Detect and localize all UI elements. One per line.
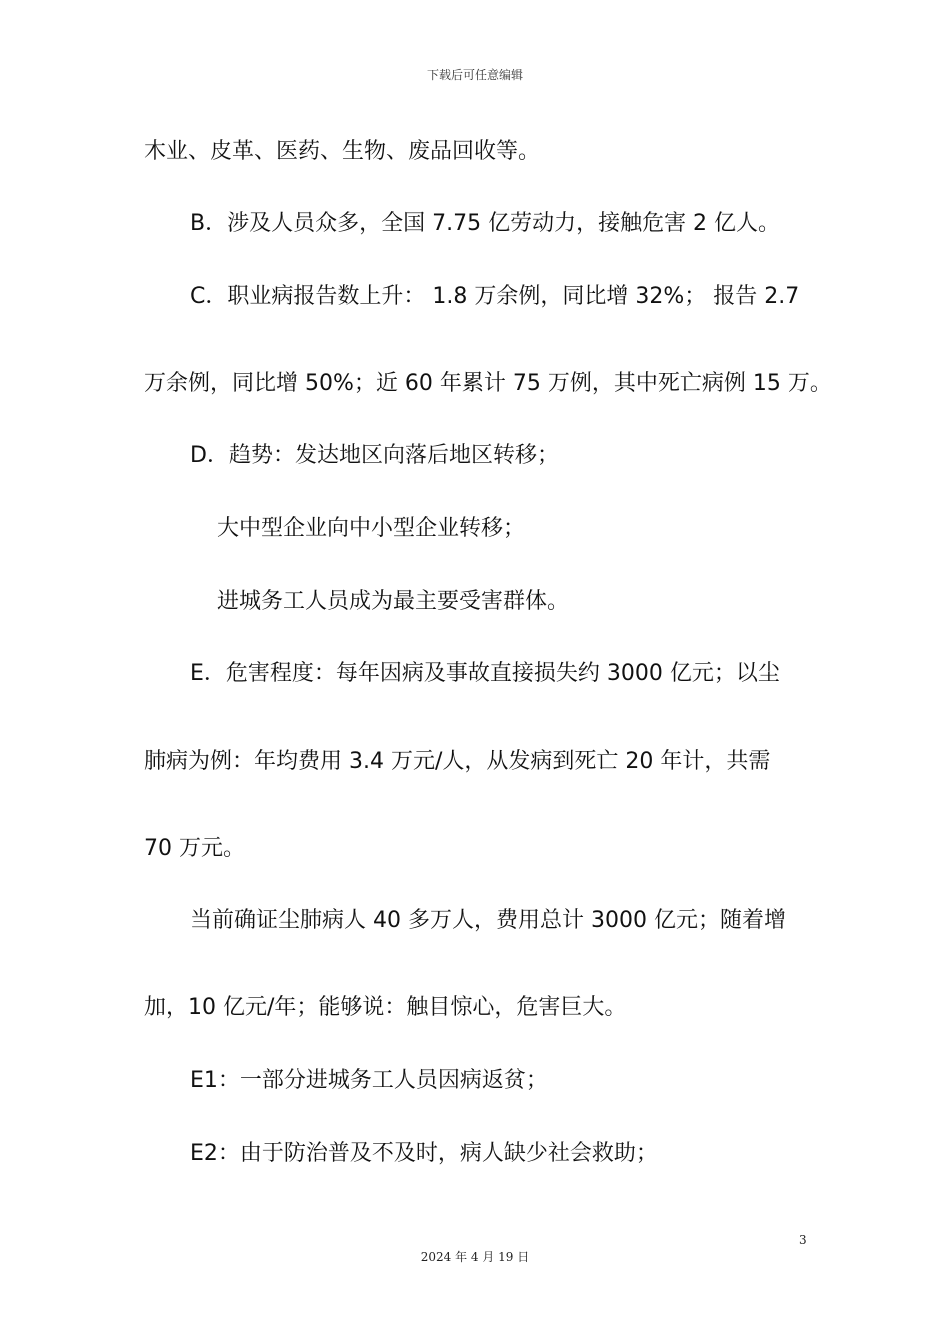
page-number: 3 xyxy=(799,1233,807,1247)
body-line-11: 当前确证尘肺病人 40 多万人，费用总计 3000 亿元；随着增 xyxy=(190,908,786,933)
body-line-4: 万余例，同比增 50%；近 60 年累计 75 万例，其中死亡病例 15 万。 xyxy=(144,371,832,396)
body-line-14: E2：由于防治普及不及时，病人缺少社会救助； xyxy=(190,1141,658,1166)
body-line-12: 加，10 亿元/年；能够说：触目惊心，危害巨大。 xyxy=(144,995,627,1020)
body-line-2: B．涉及人员众多，全国 7.75 亿劳动力，接触危害 2 亿人。 xyxy=(190,211,781,236)
body-line-6: 大中型企业向中小型企业转移； xyxy=(217,516,526,541)
body-line-8: E．危害程度：每年因病及事故直接损失约 3000 亿元；以尘 xyxy=(190,661,780,686)
body-line-13: E1：一部分进城务工人员因病返贫； xyxy=(190,1068,548,1093)
body-line-5: D．趋势：发达地区向落后地区转移； xyxy=(190,443,559,468)
body-line-3: C．职业病报告数上升： 1.8 万余例，同比增 32%； 报告 2.7 xyxy=(190,284,800,309)
page-footer-date: 2024 年 4 月 19 日 xyxy=(420,1250,530,1264)
body-line-1: 木业、皮革、医药、生物、废品回收等。 xyxy=(144,139,541,164)
body-line-10: 70 万元。 xyxy=(144,836,245,861)
body-line-9: 肺病为例：年均费用 3.4 万元/人，从发病到死亡 20 年计，共需 xyxy=(144,749,771,774)
page-header: 下载后可任意编辑 xyxy=(426,68,523,82)
body-line-7: 进城务工人员成为最主要受害群体。 xyxy=(217,589,570,614)
